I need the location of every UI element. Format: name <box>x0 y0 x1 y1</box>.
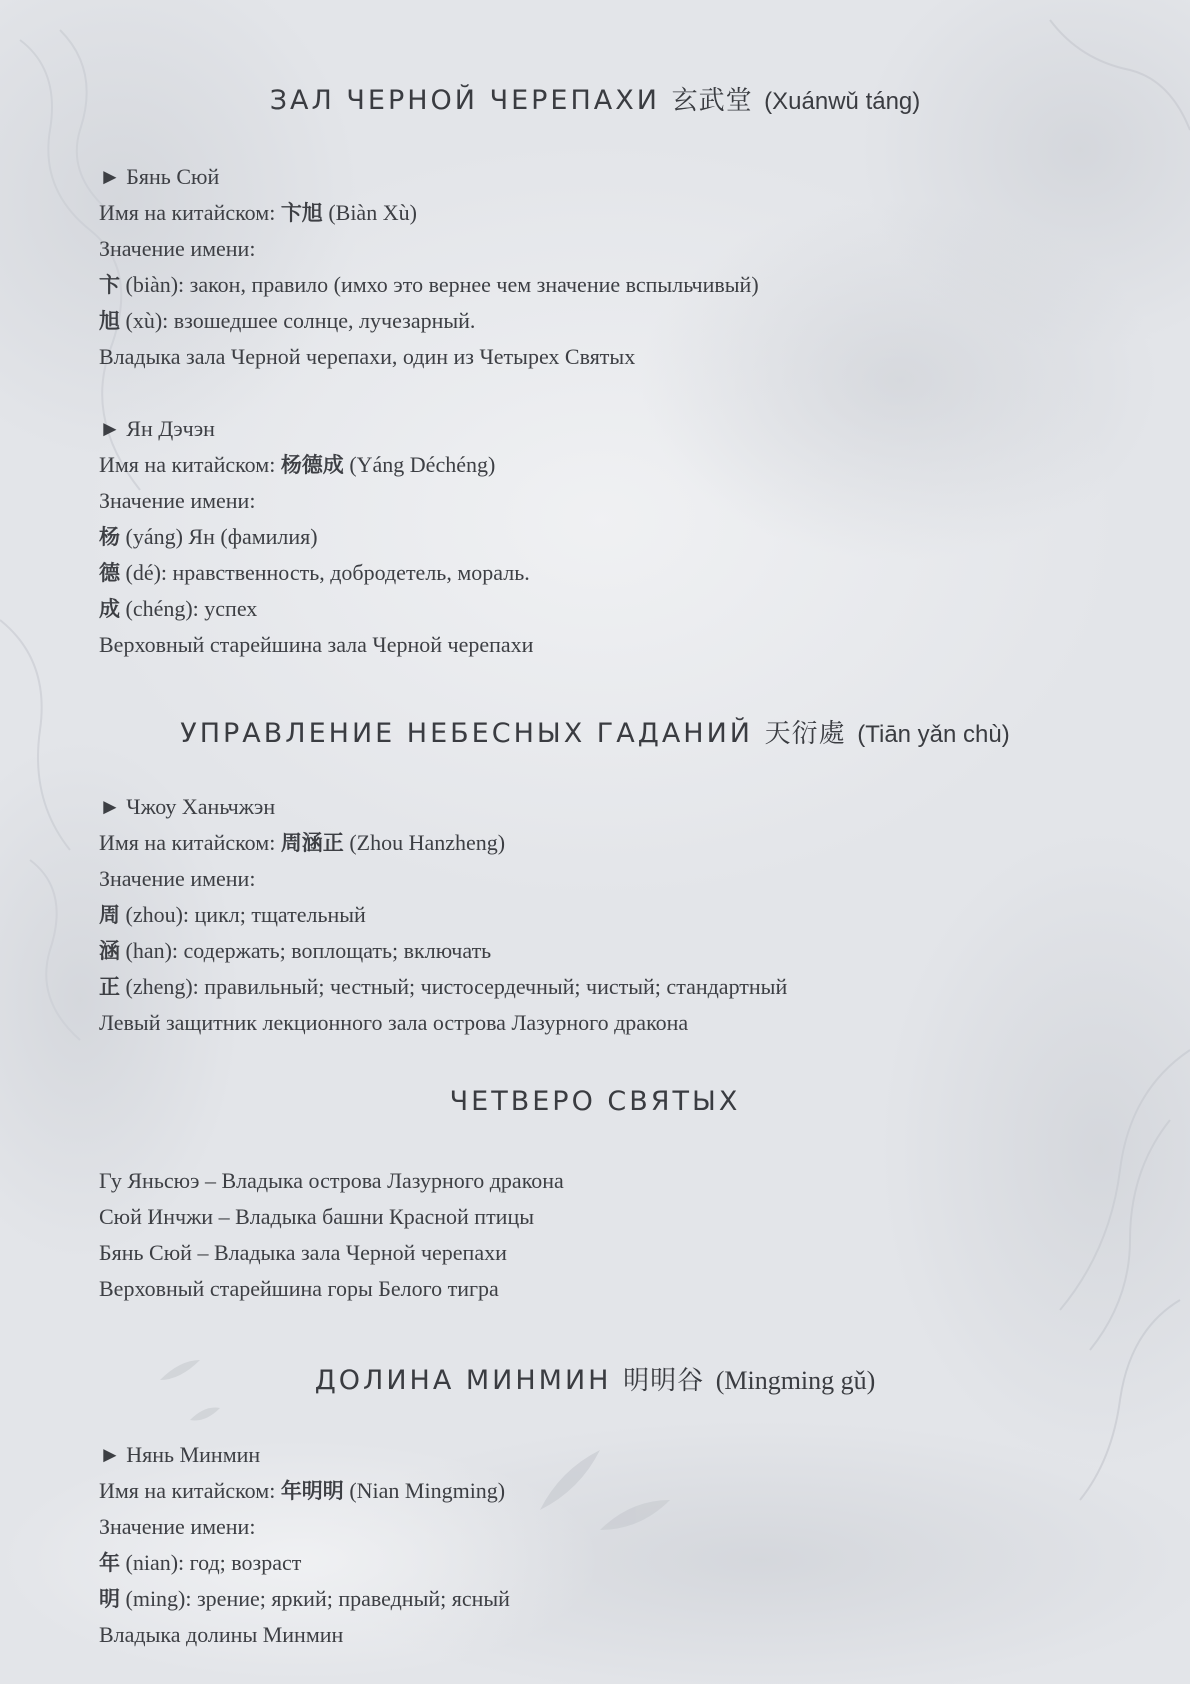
meaning-char: 旭 <box>99 309 120 333</box>
chinese-name-label: Имя на китайском: <box>99 200 276 225</box>
character-role: Владыка зала Черной черепахи, один из Четырех Святых <box>99 344 636 369</box>
meaning-line <box>99 902 366 928</box>
heading-hanzi: 明明谷 <box>623 1366 705 1396</box>
meaning-text: (zheng): правильный; честный; чистосердечный; чистый; стандартный <box>125 974 788 999</box>
chinese-name-label: Имя на китайском: <box>99 1478 276 1503</box>
meaning-char: 德 <box>99 561 120 585</box>
meaning-line <box>99 560 530 586</box>
chinese-name-pinyin: (Nian Mingming) <box>349 1478 506 1503</box>
meaning-char: 涵 <box>99 939 120 963</box>
section-heading-divination <box>0 713 1190 750</box>
heading-russian: ДОЛИНА МИНМИН <box>314 1365 612 1396</box>
chinese-name-line <box>99 200 417 226</box>
heading-russian: УПРАВЛЕНИЕ НЕБЕСНЫХ ГАДАНИЙ <box>180 718 754 749</box>
character-name-bian-xu: ► Бянь Сюй <box>99 164 220 189</box>
character-name-zhou-hanzheng: ► Чжоу Ханьчжэн <box>99 794 276 819</box>
meaning-line <box>99 596 257 622</box>
meaning-line <box>99 272 759 298</box>
meaning-line <box>99 524 318 550</box>
character-role: Левый защитник лекционного зала острова Лазурного дракона <box>99 1010 689 1035</box>
chinese-name-line <box>99 452 495 478</box>
chinese-name-pinyin: (Zhou Hanzheng) <box>349 830 506 855</box>
chinese-name-line <box>99 1478 505 1504</box>
meaning-label: Значение имени: <box>99 488 256 513</box>
character-role: Верховный старейшина зала Черной черепахи <box>99 632 534 657</box>
meaning-text: (han): содержать; воплощать; включать <box>125 938 492 963</box>
meaning-line <box>99 974 787 1000</box>
meaning-text: (nian): год; возраст <box>125 1550 302 1575</box>
meaning-text: (ming): зрение; яркий; праведный; ясный <box>125 1586 510 1611</box>
meaning-text: (biàn): закон, правило (имхо это вернее чем значение вспыльчивый) <box>125 272 759 297</box>
chinese-name-label: Имя на китайском: <box>99 830 276 855</box>
heading-hanzi: 玄武堂 <box>671 86 753 116</box>
chinese-name-hanzi: 杨德成 <box>280 453 344 477</box>
meaning-label: Значение имени: <box>99 236 256 261</box>
meaning-char: 正 <box>99 975 120 999</box>
section-heading-four-saints <box>0 1086 1190 1117</box>
meaning-line <box>99 1550 301 1576</box>
chinese-name-label: Имя на китайском: <box>99 452 276 477</box>
character-role: Владыка долины Минмин <box>99 1622 344 1647</box>
meaning-char: 成 <box>99 597 120 621</box>
meaning-label: Значение имени: <box>99 866 256 891</box>
meaning-text: (xù): взошедшее солнце, лучезарный. <box>125 308 476 333</box>
meaning-text: (chéng): успех <box>125 596 258 621</box>
meaning-text: (zhou): цикл; тщательный <box>125 902 366 927</box>
meaning-char: 年 <box>99 1551 120 1575</box>
saints-list-item: Верховный старейшина горы Белого тигра <box>99 1276 499 1301</box>
character-name-nian-mingming: ► Нянь Минмин <box>99 1442 261 1467</box>
chinese-name-pinyin: (Biàn Xù) <box>328 200 417 225</box>
meaning-line <box>99 1586 510 1612</box>
chinese-name-hanzi: 年明明 <box>280 1479 344 1503</box>
heading-russian: ЗАЛ ЧЕРНОЙ ЧЕРЕПАХИ <box>269 85 660 116</box>
section-heading-black-turtle-hall <box>0 80 1190 117</box>
meaning-char: 卞 <box>99 273 120 297</box>
meaning-line <box>99 938 491 964</box>
meaning-char: 杨 <box>99 525 120 549</box>
heading-hanzi: 天衍處 <box>764 719 846 749</box>
saints-list-item: Бянь Сюй – Владыка зала Черной черепахи <box>99 1240 507 1265</box>
saints-list-item: Гу Яньсюэ – Владыка острова Лазурного дракона <box>99 1168 564 1193</box>
chinese-name-hanzi: 周涵正 <box>280 831 344 855</box>
heading-pinyin: (Tiān yǎn chù) <box>857 721 1010 748</box>
meaning-char: 明 <box>99 1587 120 1611</box>
meaning-text: (yáng) Ян (фамилия) <box>125 524 318 549</box>
meaning-label: Значение имени: <box>99 1514 256 1539</box>
meaning-line <box>99 308 475 334</box>
meaning-char: 周 <box>99 903 120 927</box>
heading-pinyin: (Mingming gǔ) <box>715 1366 876 1395</box>
character-name-yang-decheng: ► Ян Дэчэн <box>99 416 215 441</box>
section-heading-mingming-valley <box>0 1360 1190 1397</box>
chinese-name-pinyin: (Yáng Déchéng) <box>349 452 496 477</box>
saints-list-item: Сюй Инчжи – Владыка башни Красной птицы <box>99 1204 535 1229</box>
meaning-text: (dé): нравственность, добродетель, мораль. <box>125 560 530 585</box>
chinese-name-line <box>99 830 505 856</box>
heading-pinyin: (Xuánwǔ táng) <box>764 88 921 115</box>
chinese-name-hanzi: 卞旭 <box>280 201 323 225</box>
heading-russian: ЧЕТВЕРО СВЯТЫХ <box>449 1086 741 1117</box>
